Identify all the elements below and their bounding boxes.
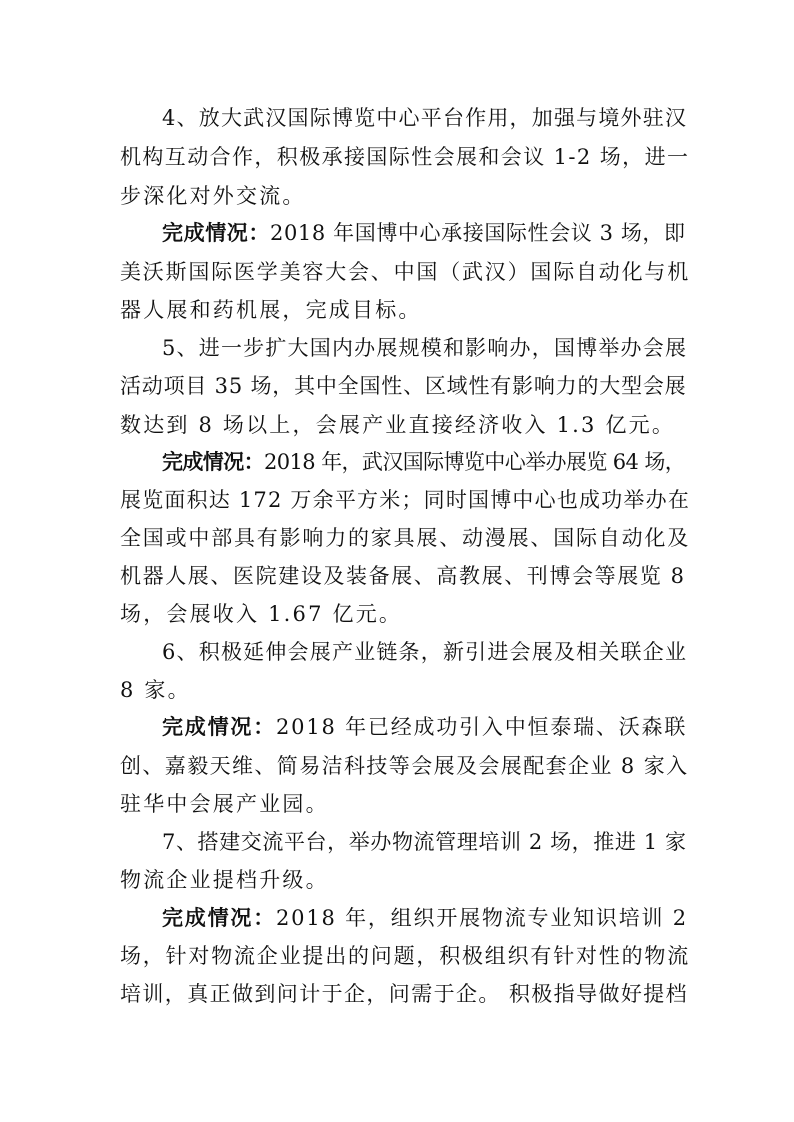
paragraph-line: 展览面积达 172 万余平方米；同时国博中心也成功举办在	[120, 488, 691, 512]
completion-status-label: 完成情况：	[162, 221, 270, 245]
paragraph-line: 7、搭建交流平台，举办物流管理培训 2 场，推进 1 家	[162, 830, 687, 854]
paragraph-line: 6、积极延伸会展产业链条，新引进会展及相关联企业	[162, 640, 688, 664]
paragraph-line: 全国或中部具有影响力的家具展、动漫展、国际自动化及	[120, 526, 690, 550]
paragraph-line: 场，会展收入 1.67 亿元。	[120, 602, 403, 626]
paragraph-line: 活动项目 35 场，其中全国性、区域性有影响力的大型会展	[120, 374, 687, 398]
paragraph-line: 数达到 8 场以上，会展产业直接经济收入 1.3 亿元。	[120, 413, 676, 437]
completion-status-label: 完成情况：	[162, 450, 264, 474]
paragraph-text: 2018 年，武汉国际博览中心举办展览 64 场，	[264, 450, 686, 474]
paragraph-line: 物流企业提档升级。	[120, 868, 329, 892]
paragraph-line: 机构互动合作，积极承接国际性会展和会议 1-2 场，进一	[120, 145, 690, 169]
paragraph-line: 驻华中会展产业园。	[120, 792, 329, 816]
paragraph-line	[162, 219, 686, 247]
completion-status-label: 完成情况：	[162, 906, 276, 930]
paragraph-line: 美沃斯国际医学美容大会、中国（武汉）国际自动化与机	[120, 260, 690, 284]
paragraph-line	[162, 448, 685, 476]
paragraph-line: 创、嘉毅天维、简易洁科技等会展及会展配套企业 8 家入	[120, 754, 689, 778]
paragraph-line: 5、进一步扩大国内办展规模和影响办，国博举办会展	[162, 336, 688, 360]
paragraph-line: 步深化对外交流。	[120, 184, 306, 208]
paragraph-text: 2018 年，组织开展物流专业知识培训 2	[276, 906, 688, 930]
paragraph-line: 器人展和药机展，完成目标。	[120, 298, 422, 322]
paragraph-line: 机器人展、医院建设及装备展、高教展、刊博会等展览 8	[120, 564, 686, 588]
paragraph-line	[162, 713, 687, 741]
paragraph-line: 场，针对物流企业提出的问题，积极组织有针对性的物流	[120, 944, 690, 968]
paragraph-line: 8 家。	[120, 678, 191, 702]
paragraph-line: 培训，真正做到问计于企，问需于企。 积极指导做好提档	[120, 982, 689, 1006]
paragraph-line: 4、放大武汉国际博览中心平台作用，加强与境外驻汉	[162, 106, 688, 130]
paragraph-text: 2018 年国博中心承接国际性会议 3 场，即	[270, 221, 686, 245]
paragraph-text: 2018 年已经成功引入中恒泰瑞、沃森联	[276, 715, 688, 739]
paragraph-line	[162, 904, 688, 932]
completion-status-label: 完成情况：	[162, 715, 276, 739]
